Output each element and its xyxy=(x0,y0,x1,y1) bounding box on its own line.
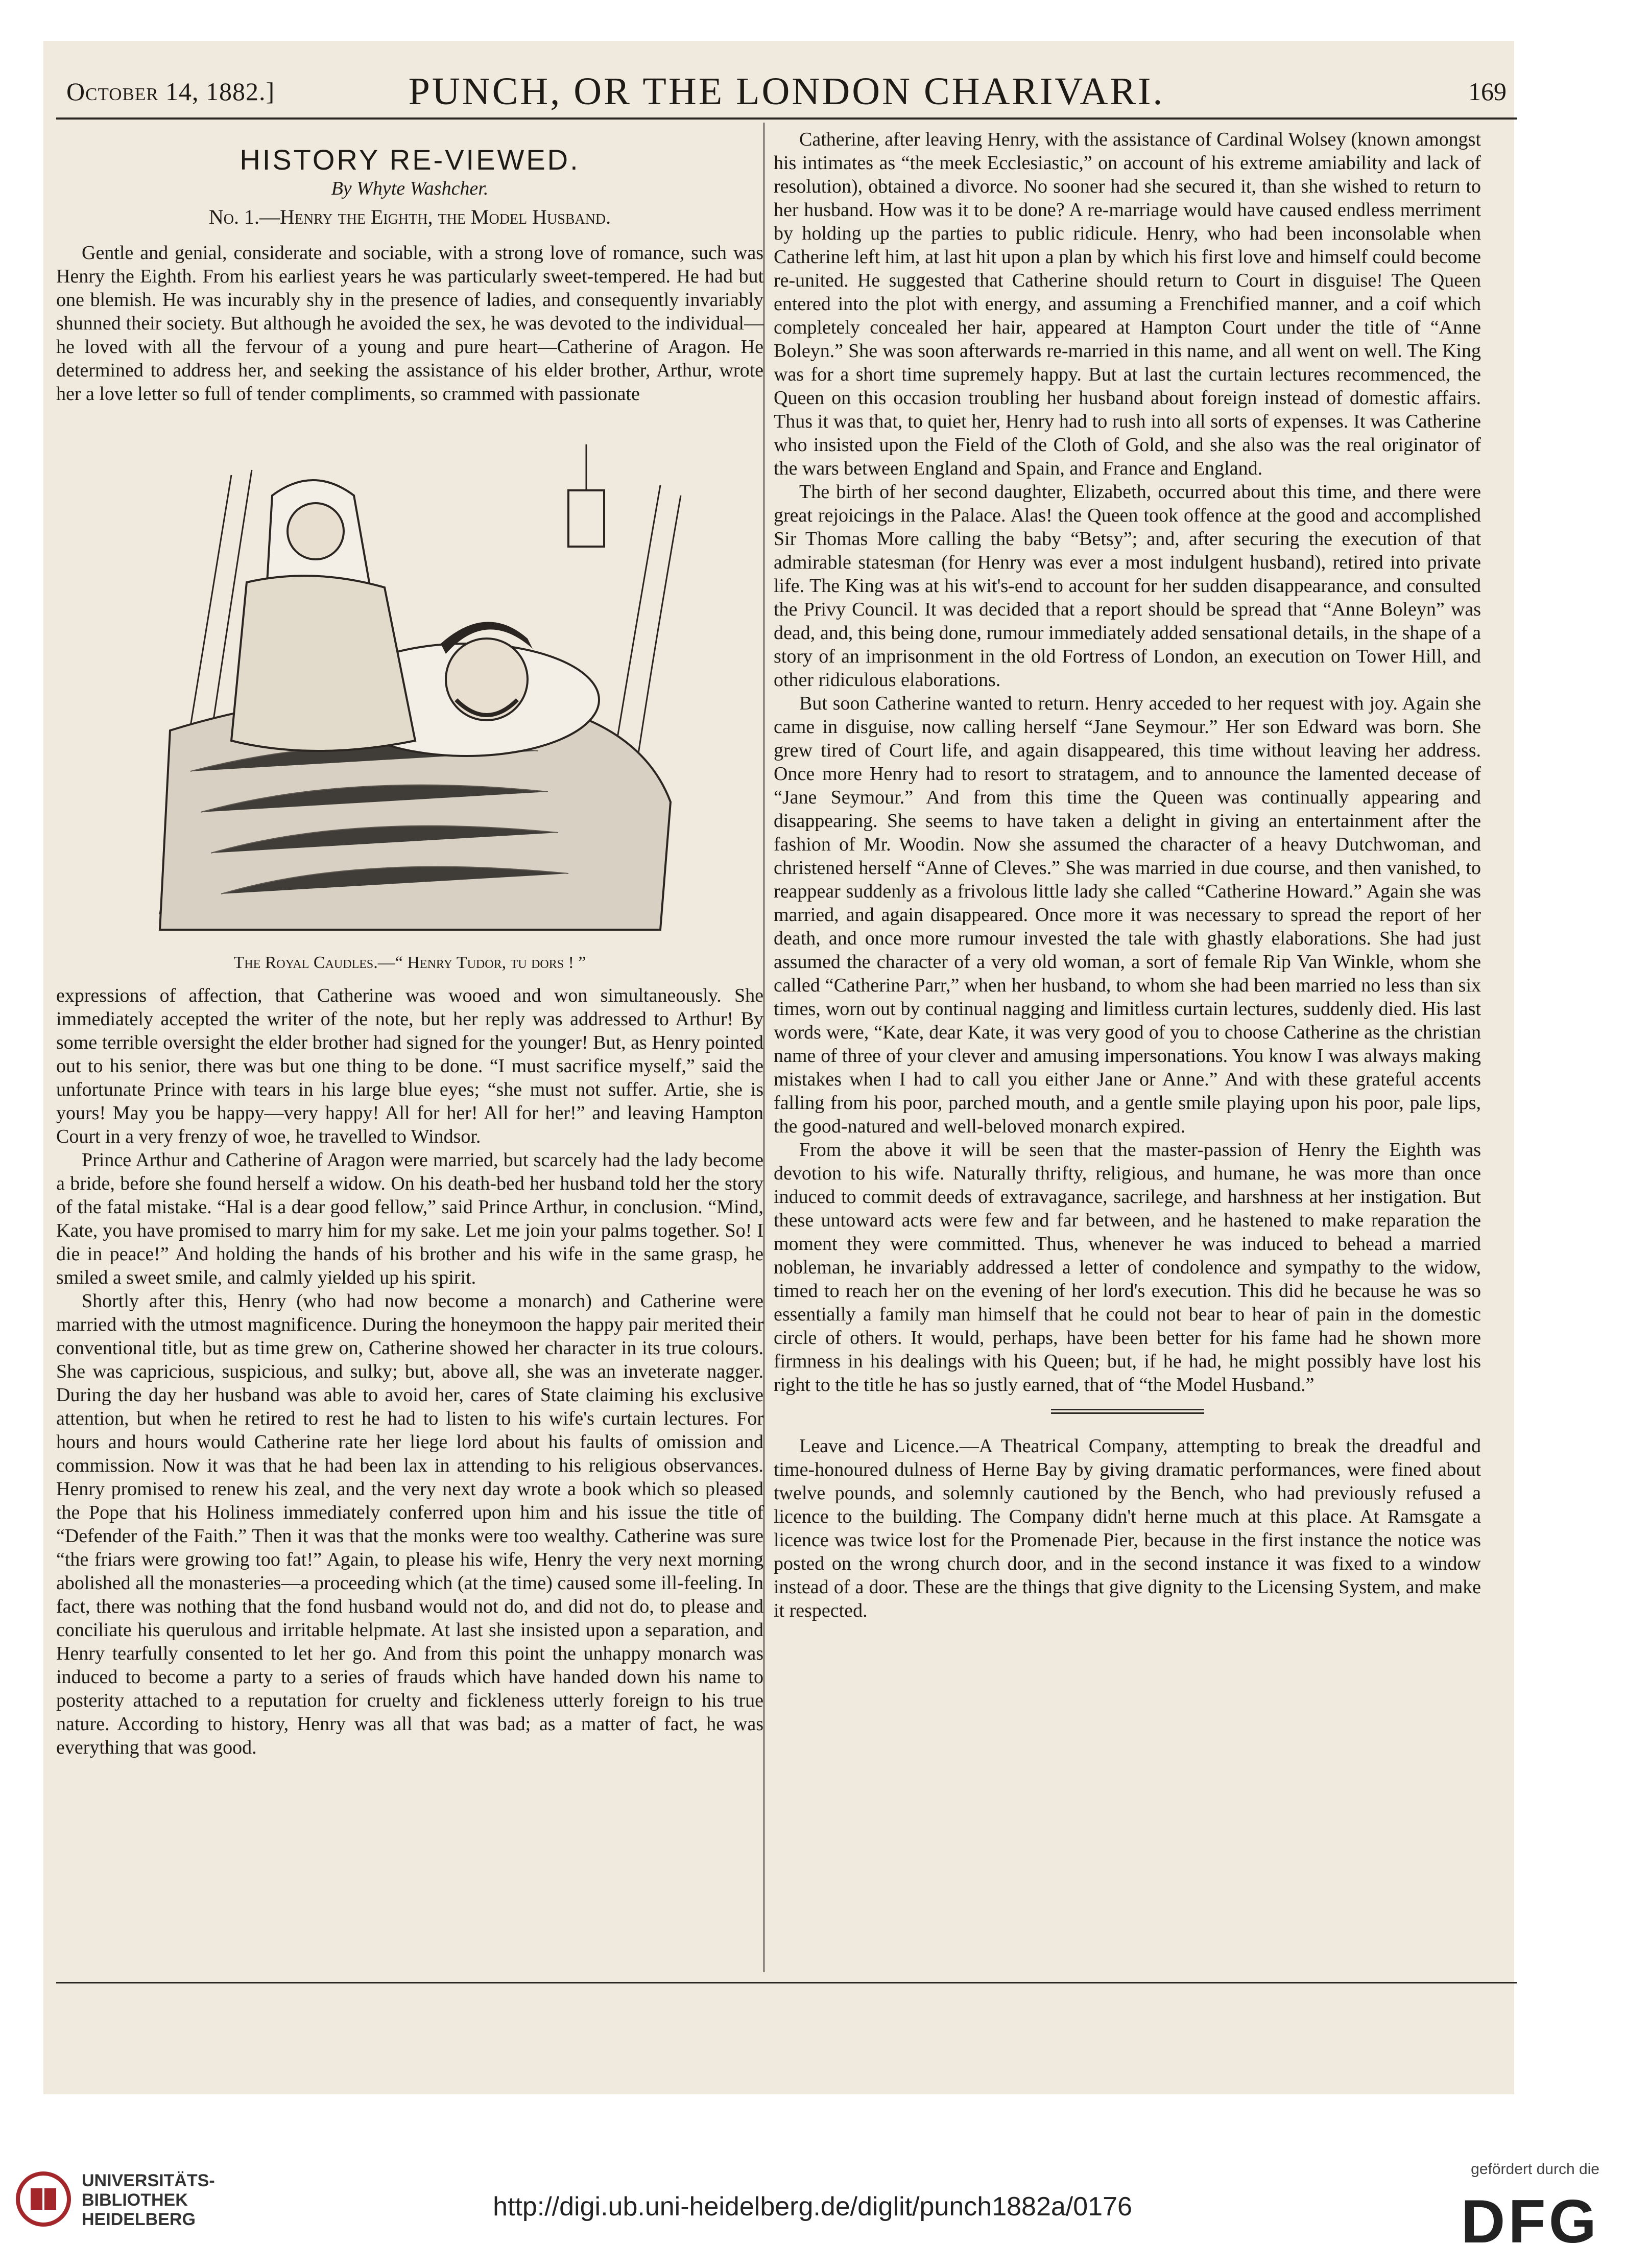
funded-by-label: gefördert durch die xyxy=(1471,2161,1599,2178)
bottom-rule xyxy=(56,1982,1517,1983)
university-name: UNIVERSITÄTS- BIBLIOTHEK HEIDELBERG xyxy=(82,2171,215,2229)
paragraph: From the above it will be seen that the master-passion of Henry the Eighth was devotion to his wife. Naturally thrifty, religious, and humane, he was more than once induced to commit deeds of extravagance, sacrilege, and harshness at her instigation. But these untoward acts were few and far between, and he hastened to make reparation the moment they were committed. Thus, whenever he was induced to behead a married nobleman, he invariably addressed a letter of condolence and sympathy to the widow, timed to reach her on the evening of her lord's execution. This did he because he was so essentially a family man himself that he could not bear to hear of pain in the domestic circle of others. It would, perhaps, have been better for his fame had he shown more firmness in his dealings with his Queen; but, if he had, he might possibly have lost his right to the title he has so justly earned, that of “the Model Husband.” xyxy=(774,1139,1481,1396)
paragraph: But soon Catherine wanted to return. Henry acceded to her request with joy. Again she came in disguise, now calling herself “Jane Seymour.” Her son Edward was born. She grew tired of Court life, and again disappeared, this time without leaving her address. Once more Henry had to resort to stratagem, and to announce the lamented decease of “Jane Seymour.” And from this time the Queen was continually appearing and disappearing. She seems to have taken a delight in giving an entertainment after the fashion of Mr. Woodin. Now she assumed the character of a heavy Dutchwoman, and christened herself “Anne of Cleves.” She was married in due course, and then vanished, to reappear suddenly as a frivolous little lady she called “Catherine Howard.” Again she was married, and again disappeared. Once more it was necessary to spread the report of her death, and once more rumour invested the tale with ghastly elaborations. She had just assumed the character of a very old woman, a sort of female Rip Van Winkle, whom she called “Catherine Parr,” when her husband, to whom she had been married no less than six times, worn out by continual nagging and limitless curtain lectures, suddenly died. His last words were, “Kate, dear Kate, it was very good of you to choose Catherine as the christian name of three of your clever and amusing impersonations. You know I was always making mistakes when I had to call you either Jane or Anne.” And with these grateful accents falling from his poor, parched mouth, and a gentle smile playing upon his poor, pale lips, the good-natured and well-beloved monarch expired. xyxy=(774,693,1481,1137)
paragraph: expressions of affection, that Catherine was wooed and won simultaneously. She immediately accepted the writer of the note, but her reply was addressed to Arthur! By some terrible oversight the elder brother had signed for the younger! But, as Henry pointed out to his senior, there was but one thing to be done. “I must sacrifice myself,” said the unfortunate Prince with tears in his large blue eyes; “she must not suffer. Artie, she is yours! May you be happy—very happy! All for her! All for her!” and leaving Hampton Court in a very frenzy of woe, he travelled to Windsor. xyxy=(56,985,763,1147)
column-separator xyxy=(763,123,764,1972)
masthead: PUNCH, OR THE LONDON CHARIVARI. xyxy=(408,70,1165,113)
engraving-illustration xyxy=(129,414,691,945)
left-column xyxy=(56,128,763,1759)
article-subtitle: No. 1.—Henry the Eighth, the Model Husband. xyxy=(208,205,611,228)
paragraph: Shortly after this, Henry (who had now become a monarch) and Catherine were married with the utmost magnificence. During the honeymoon the happy pair merited their conventional title, but as time grew on, Catherine showed her character in its true colours. She was capricious, suspicious, and sulky; but, above all, she was an inveterate nagger. During the day her husband was able to avoid her, cares of State claiming his exclusive attention, but when he retired to rest he had to listen to his wife's curtain lectures. For hours and hours would Catherine rate her liege lord about his faults of omission and commission. Now it was that he had been lax in attending to his religious observances. Henry promised to renew his zeal, and the very next day wrote a book which so pleased the Pope that his Holiness immediately conferred upon him and his issue the title of “Defender of the Faith.” Then it was that the monks were too wealthy. Catherine was sure “the friars were growing too fat!” Again, to please his wife, Henry the very next morning abolished all the monasteries—a proceeding which (at the time) caused some ill-feeling. In fact, there was nothing that the fond husband would not do, and did not do, to please and conciliate his querulous and irritable helpmate. At last she insisted upon a separation, and Henry tearfully consented to let her go. And from this point the unhappy monarch was induced to become a party to a series of frauds which have handed down his name to posterity attached to a reputation for cruelty and fickleness utterly foreign to his true nature. According to history, Henry was all that was bad; as a matter of fact, he was everything that was good. xyxy=(56,1290,763,1758)
byline: By Whyte Washcher. xyxy=(331,178,489,199)
issue-date: October 14, 1882.] xyxy=(66,77,275,106)
page-number: 169 xyxy=(1468,77,1507,106)
illustration xyxy=(56,414,763,945)
paragraph: Catherine, after leaving Henry, with the assistance of Cardinal Wolsey (known amongst his intimates as “the meek Ecclesiastic,” on account of his extreme amiability and lack of resolution), obtained a divorce. No sooner had she secured it, than she wished to return to her husband. How was it to be done? A re-marriage would have caused endless merriment by holding up the parties to public ridicule. Henry, who had been inconsolable when Catherine left him, at last hit upon a plan by which his first love and himself could become re-united. He suggested that Catherine should return to Court in disguise! The Queen entered into the plot with energy, and assuming a Frenchified manner, and a coif which completely concealed her hair, appeared at Hampton Court under the title of “Anne Boleyn.” She was soon afterwards re-married in this name, and all went on well. The King was for a short time supremely happy. But at last the curtain lectures recommenced, the Queen on this occasion troubling her husband about foreign instead of domestic affairs. Thus it was that, to quiet her, Henry had to rush into all sorts of expenses. It was Catherine who insisted upon the Field of the Cloth of Gold, and she also was the real originator of the wars between England and Spain, and France and England. xyxy=(774,129,1481,479)
source-url[interactable]: http://digi.ub.uni-heidelberg.de/diglit/punch1882a/0176 xyxy=(493,2192,1132,2222)
paragraph: The birth of her second daughter, Elizabeth, occurred about this time, and there were great rejoicings in the Palace. Alas! the Queen took offence at the good and accomplished Sir Thomas More calling the baby “Betsy”; and, after securing the execution of that admirable statesman (for Henry was ever a most indulgent husband), retired into private life. The King was at his wit's-end to account for her sudden disappearance, and consulted the Privy Council. It was decided that a report should be spread that “Anne Boleyn” was dead, and, this being done, rumour immediately added sensational details, in the shape of a story of an imprisonment in the old Fortress of London, an execution on Tower Hill, and other ridiculous elaborations. xyxy=(774,481,1481,691)
paragraph: Leave and Licence.—A Theatrical Company, attempting to break the dreadful and time-honoured dulness of Herne Bay by giving dramatic performances, were fined about twelve pounds, and solemnly cautioned by the Bench, who had previously refused a licence to the building. The Company didn't herne much at this place. At Ramsgate a licence was twice lost for the Promenade Pier, because in the first instance the notice was posted on the wrong church door, and in the second instance it was fixed to a window instead of a door. These are the things that give dignity to the Licensing System, and make it respected. xyxy=(774,1435,1481,1621)
article-title: HISTORY RE-VIEWED. xyxy=(240,144,580,176)
page-header xyxy=(56,66,1517,120)
illustration-caption: The Royal Caudles.—“ Henry Tudor, tu dors ! ” xyxy=(233,953,586,972)
section-divider xyxy=(1051,1409,1204,1414)
right-column xyxy=(774,128,1481,1622)
dfg-logo: DFG xyxy=(1461,2187,1599,2256)
digitization-footer xyxy=(0,2140,1625,2268)
paragraph: Gentle and genial, considerate and sociable, with a strong love of romance, such was Henry the Eighth. From his earliest years he was particularly sweet-tempered. He had but one blemish. He was incurably shy in the presence of ladies, and consequently invariably shunned their society. But although he avoided the sex, he was devoted to the individual—he loved with all the fervour of a young and pure heart—Catherine of Aragon. He determined to address her, and seeking the assistance of his elder brother, Arthur, wrote her a love letter so full of tender compliments, so crammed with passionate xyxy=(56,242,763,405)
paragraph: Prince Arthur and Catherine of Aragon were married, but scarcely had the lady become a bride, before she found herself a widow. On his death-bed her husband told her the story of the fatal mistake. “Hal is a dear good fellow,” said Prince Arthur, in conclusion. “Mind, Kate, you have promised to marry him for my sake. Let me join your palms together. So! I die in peace!” And holding the hands of his brother and his wife in the same grasp, he smiled a sweet smile, and calmly yielded up his spirit. xyxy=(56,1149,763,1288)
